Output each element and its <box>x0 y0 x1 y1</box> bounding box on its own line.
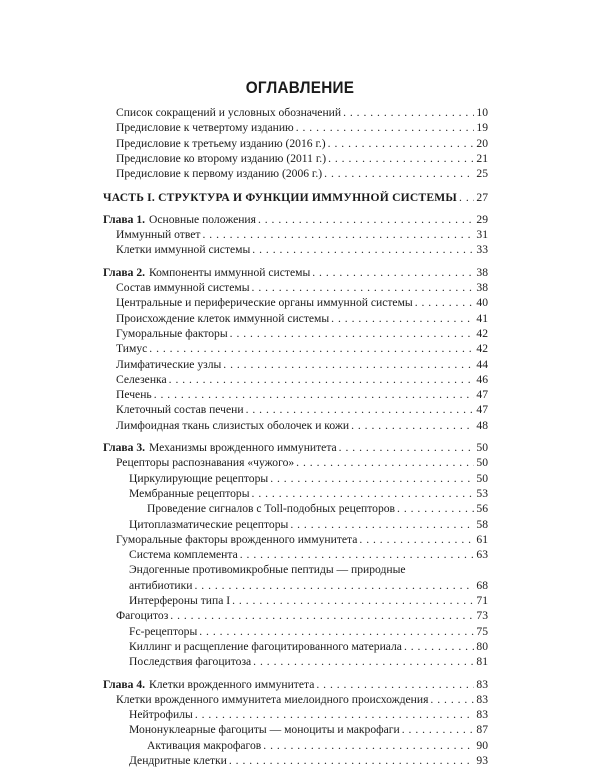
dot-leader <box>328 152 474 166</box>
toc-page-number: 40 <box>476 296 488 310</box>
toc-entry[interactable] <box>116 342 488 356</box>
toc-page-number: 42 <box>476 326 488 340</box>
dot-leader <box>296 121 475 135</box>
dot-leader <box>290 518 474 532</box>
toc-entry[interactable] <box>103 441 488 455</box>
toc-page-number: 33 <box>476 243 488 257</box>
toc-entry[interactable] <box>116 228 488 242</box>
page-title: ОГЛАВЛЕНИЕ <box>245 78 355 97</box>
toc-entry-title: Клетки врожденного иммунитета миелоидного происхождения <box>116 692 429 706</box>
toc-entry-title: Список сокращений и условных обозначений <box>116 106 342 119</box>
toc-page-number: 19 <box>476 121 488 135</box>
dot-leader <box>312 266 474 280</box>
toc-entry[interactable] <box>116 281 488 295</box>
toc-entry[interactable] <box>129 754 488 768</box>
toc-entry[interactable] <box>129 708 488 722</box>
dot-leader <box>430 693 474 707</box>
dot-leader <box>149 342 474 356</box>
dot-leader <box>270 472 474 486</box>
toc-entry[interactable] <box>129 640 488 654</box>
toc-entry-title: Fc-рецепторы <box>129 624 198 638</box>
toc-entry-title: Клеточный состав печени <box>116 403 244 417</box>
toc-page-number: 73 <box>476 609 488 623</box>
toc-entry-title: Печень <box>116 388 152 402</box>
toc-page-number: 87 <box>476 723 488 737</box>
toc-entry[interactable] <box>116 693 488 707</box>
dot-leader <box>170 609 474 623</box>
toc-entry-title: Происхождение клеток иммунной системы <box>116 311 330 325</box>
toc-entry-title: Цитоплазматические рецепторы <box>129 517 289 531</box>
dot-leader <box>402 723 475 737</box>
toc-entry[interactable] <box>116 106 488 120</box>
toc-page-number: 81 <box>476 655 488 669</box>
toc-page-number: 53 <box>476 486 488 500</box>
toc-entry-title: Гуморальные факторы <box>116 326 228 340</box>
toc-entry-title: Фагоцитоз <box>116 609 169 623</box>
toc-entry-title: Нейтрофилы <box>129 708 193 722</box>
toc-entry-title: Мембранные рецепторы <box>129 486 250 500</box>
toc-entry[interactable] <box>129 594 488 608</box>
toc-page-number: 27 <box>476 190 488 204</box>
toc-entry[interactable] <box>116 358 488 372</box>
toc-page-number: 44 <box>476 357 488 371</box>
toc-entry[interactable] <box>129 472 488 486</box>
toc-entry[interactable] <box>116 609 488 623</box>
toc-entry-title: Мононуклеарные фагоциты — моноциты и макрофаги <box>129 723 400 737</box>
toc-entry[interactable] <box>129 655 488 669</box>
toc-page-number: 48 <box>476 418 488 432</box>
dot-leader <box>253 655 474 669</box>
toc-entry-title: Система комплемента <box>129 548 238 562</box>
toc-entry-title: Активация макрофагов <box>147 738 262 752</box>
toc-entry-title: Клетки врожденного иммунитета <box>149 677 315 691</box>
toc-entry-title: Механизмы врожденного иммунитета <box>149 441 337 454</box>
dot-leader <box>252 281 475 295</box>
toc-entry[interactable] <box>116 403 488 417</box>
dot-leader <box>154 388 475 402</box>
toc-entry[interactable] <box>116 327 488 341</box>
toc-entry[interactable] <box>116 243 488 257</box>
dot-leader <box>252 243 474 257</box>
dot-leader <box>339 441 475 455</box>
dot-leader <box>343 106 474 120</box>
dot-leader <box>246 403 475 417</box>
toc-page-number: 42 <box>476 342 488 356</box>
toc-page-number: 38 <box>476 265 488 279</box>
toc-entry[interactable] <box>103 191 488 205</box>
toc-entry[interactable] <box>147 502 488 516</box>
dot-leader <box>328 137 475 151</box>
toc-page-number: 71 <box>476 594 488 607</box>
toc-page-number: 63 <box>476 548 488 562</box>
dot-leader <box>296 456 474 470</box>
dot-leader <box>459 191 474 205</box>
toc-page-number: 75 <box>476 624 488 638</box>
toc-entry-title: Киллинг и расщепление фагоцитированного материала <box>129 639 402 653</box>
toc-entry[interactable] <box>103 678 488 692</box>
dot-leader <box>232 594 474 608</box>
toc-entry[interactable] <box>116 167 488 181</box>
toc-entry-title: Рецепторы распознавания «чужого» <box>116 456 295 470</box>
toc-page-number: 68 <box>476 578 488 592</box>
dot-leader <box>263 739 474 753</box>
toc-entry-title: Основные положения <box>149 212 256 226</box>
toc-page-number: 61 <box>476 532 488 546</box>
dot-leader <box>415 296 475 310</box>
toc-entry[interactable] <box>116 312 488 326</box>
toc-page-number: 50 <box>476 441 488 454</box>
toc-entry[interactable] <box>147 739 488 753</box>
dot-leader <box>351 419 474 433</box>
toc-page-number: 25 <box>476 167 488 181</box>
dot-leader <box>258 213 474 227</box>
toc-entry-title: антибиотики <box>129 578 193 592</box>
toc-page-number: 58 <box>476 517 488 531</box>
toc-page-number: 83 <box>476 708 488 722</box>
toc-entry[interactable] <box>116 373 488 387</box>
toc-page-number: 41 <box>476 311 488 325</box>
dot-leader <box>202 228 474 242</box>
toc-entry[interactable] <box>129 487 488 501</box>
chapter-label: Глава 3. <box>103 441 146 454</box>
toc-page-number: 20 <box>476 136 488 150</box>
toc-entry[interactable] <box>129 723 488 737</box>
toc-page-number: 83 <box>476 692 488 706</box>
dot-leader <box>240 548 475 562</box>
toc-entry[interactable] <box>116 296 488 310</box>
toc-entry-title: Предисловие к третьему изданию (2016 г.) <box>116 136 326 150</box>
toc-entry-title: Лимфатические узлы <box>116 357 222 371</box>
dot-leader <box>194 579 474 593</box>
toc-entry[interactable] <box>103 213 488 227</box>
dot-leader <box>199 625 474 639</box>
toc-entry[interactable] <box>103 266 488 280</box>
toc-entry-title: Тимус <box>116 342 148 356</box>
part-heading: ЧАСТЬ I. СТРУКТУРА И ФУНКЦИИ ИММУННОЙ СИСТЕМЫ <box>103 190 458 204</box>
toc-entry[interactable] <box>116 121 488 135</box>
toc-entry[interactable] <box>116 456 488 470</box>
chapter-label: Глава 1. <box>103 212 146 226</box>
toc-entry-title: Предисловие к четвертому изданию <box>116 121 294 135</box>
toc-entry-title: Предисловие ко второму изданию (2011 г.) <box>116 151 327 165</box>
toc-entry-title: Интерфероны типа I <box>129 594 231 607</box>
toc-page-number: 29 <box>476 212 488 226</box>
toc-entry[interactable] <box>116 137 488 151</box>
chapter-label: Глава 2. <box>103 265 146 279</box>
toc-page-number: 46 <box>476 372 488 386</box>
toc-entry-title: Селезенка <box>116 372 167 386</box>
dot-leader <box>229 754 475 768</box>
toc-page-number: 90 <box>476 738 488 752</box>
toc-entry-title: Дендритные клетки <box>129 754 227 767</box>
dot-leader <box>169 373 475 387</box>
toc-entry-title: Центральные и периферические органы иммунной системы <box>116 296 413 310</box>
dot-leader <box>324 167 474 181</box>
toc-page-number: 50 <box>476 456 488 470</box>
dot-leader <box>316 678 474 692</box>
toc-page-number: 38 <box>476 281 488 294</box>
toc-entry[interactable] <box>129 518 488 532</box>
toc-entry[interactable] <box>116 419 488 433</box>
dot-leader <box>359 533 474 547</box>
toc-page-number: 50 <box>476 471 488 485</box>
toc-entry[interactable] <box>116 152 488 166</box>
dot-leader <box>404 640 474 654</box>
toc-entry-title: Последствия фагоцитоза <box>129 655 252 669</box>
toc-entry-title: Состав иммунной системы <box>116 281 250 294</box>
toc-page-number: 83 <box>476 677 488 691</box>
dot-leader <box>223 358 474 372</box>
toc-page-number: 21 <box>476 151 488 165</box>
toc-entry[interactable] <box>129 625 488 639</box>
dot-leader <box>195 708 475 722</box>
toc-page-number: 47 <box>476 403 488 417</box>
toc-entry[interactable] <box>116 533 488 547</box>
toc-entry-title: Иммунный ответ <box>116 228 201 242</box>
chapter-label: Глава 4. <box>103 677 146 691</box>
dot-leader <box>331 312 474 326</box>
toc-entry-title: Эндогенные противомикробные пептиды — природные <box>129 563 406 577</box>
toc-entry[interactable] <box>116 388 488 402</box>
toc-entry[interactable] <box>129 579 488 593</box>
toc-page-number: 31 <box>476 228 488 242</box>
toc-page-number: 47 <box>476 388 488 402</box>
toc-entry[interactable] <box>129 548 488 562</box>
dot-leader <box>397 502 474 516</box>
toc-page-number: 56 <box>476 502 488 516</box>
toc-page-number: 10 <box>476 106 488 119</box>
toc-entry-title: Циркулирующие рецепторы <box>129 471 269 485</box>
toc-entry-title: Гуморальные факторы врожденного иммунитета <box>116 532 358 546</box>
toc-page-number: 80 <box>476 639 488 653</box>
dot-leader <box>252 487 475 501</box>
toc-entry-title: Предисловие к первому изданию (2006 г.) <box>116 167 323 181</box>
toc-entry-title: Компоненты иммунной системы <box>149 265 311 279</box>
toc-entry-title: Проведение сигналов с Toll-подобных рецепторов <box>147 502 396 516</box>
dot-leader <box>230 327 475 341</box>
toc-page-number: 93 <box>476 754 488 767</box>
toc-entry-title: Лимфоидная ткань слизистых оболочек и кожи <box>116 418 350 432</box>
toc-entry-title: Клетки иммунной системы <box>116 243 251 257</box>
